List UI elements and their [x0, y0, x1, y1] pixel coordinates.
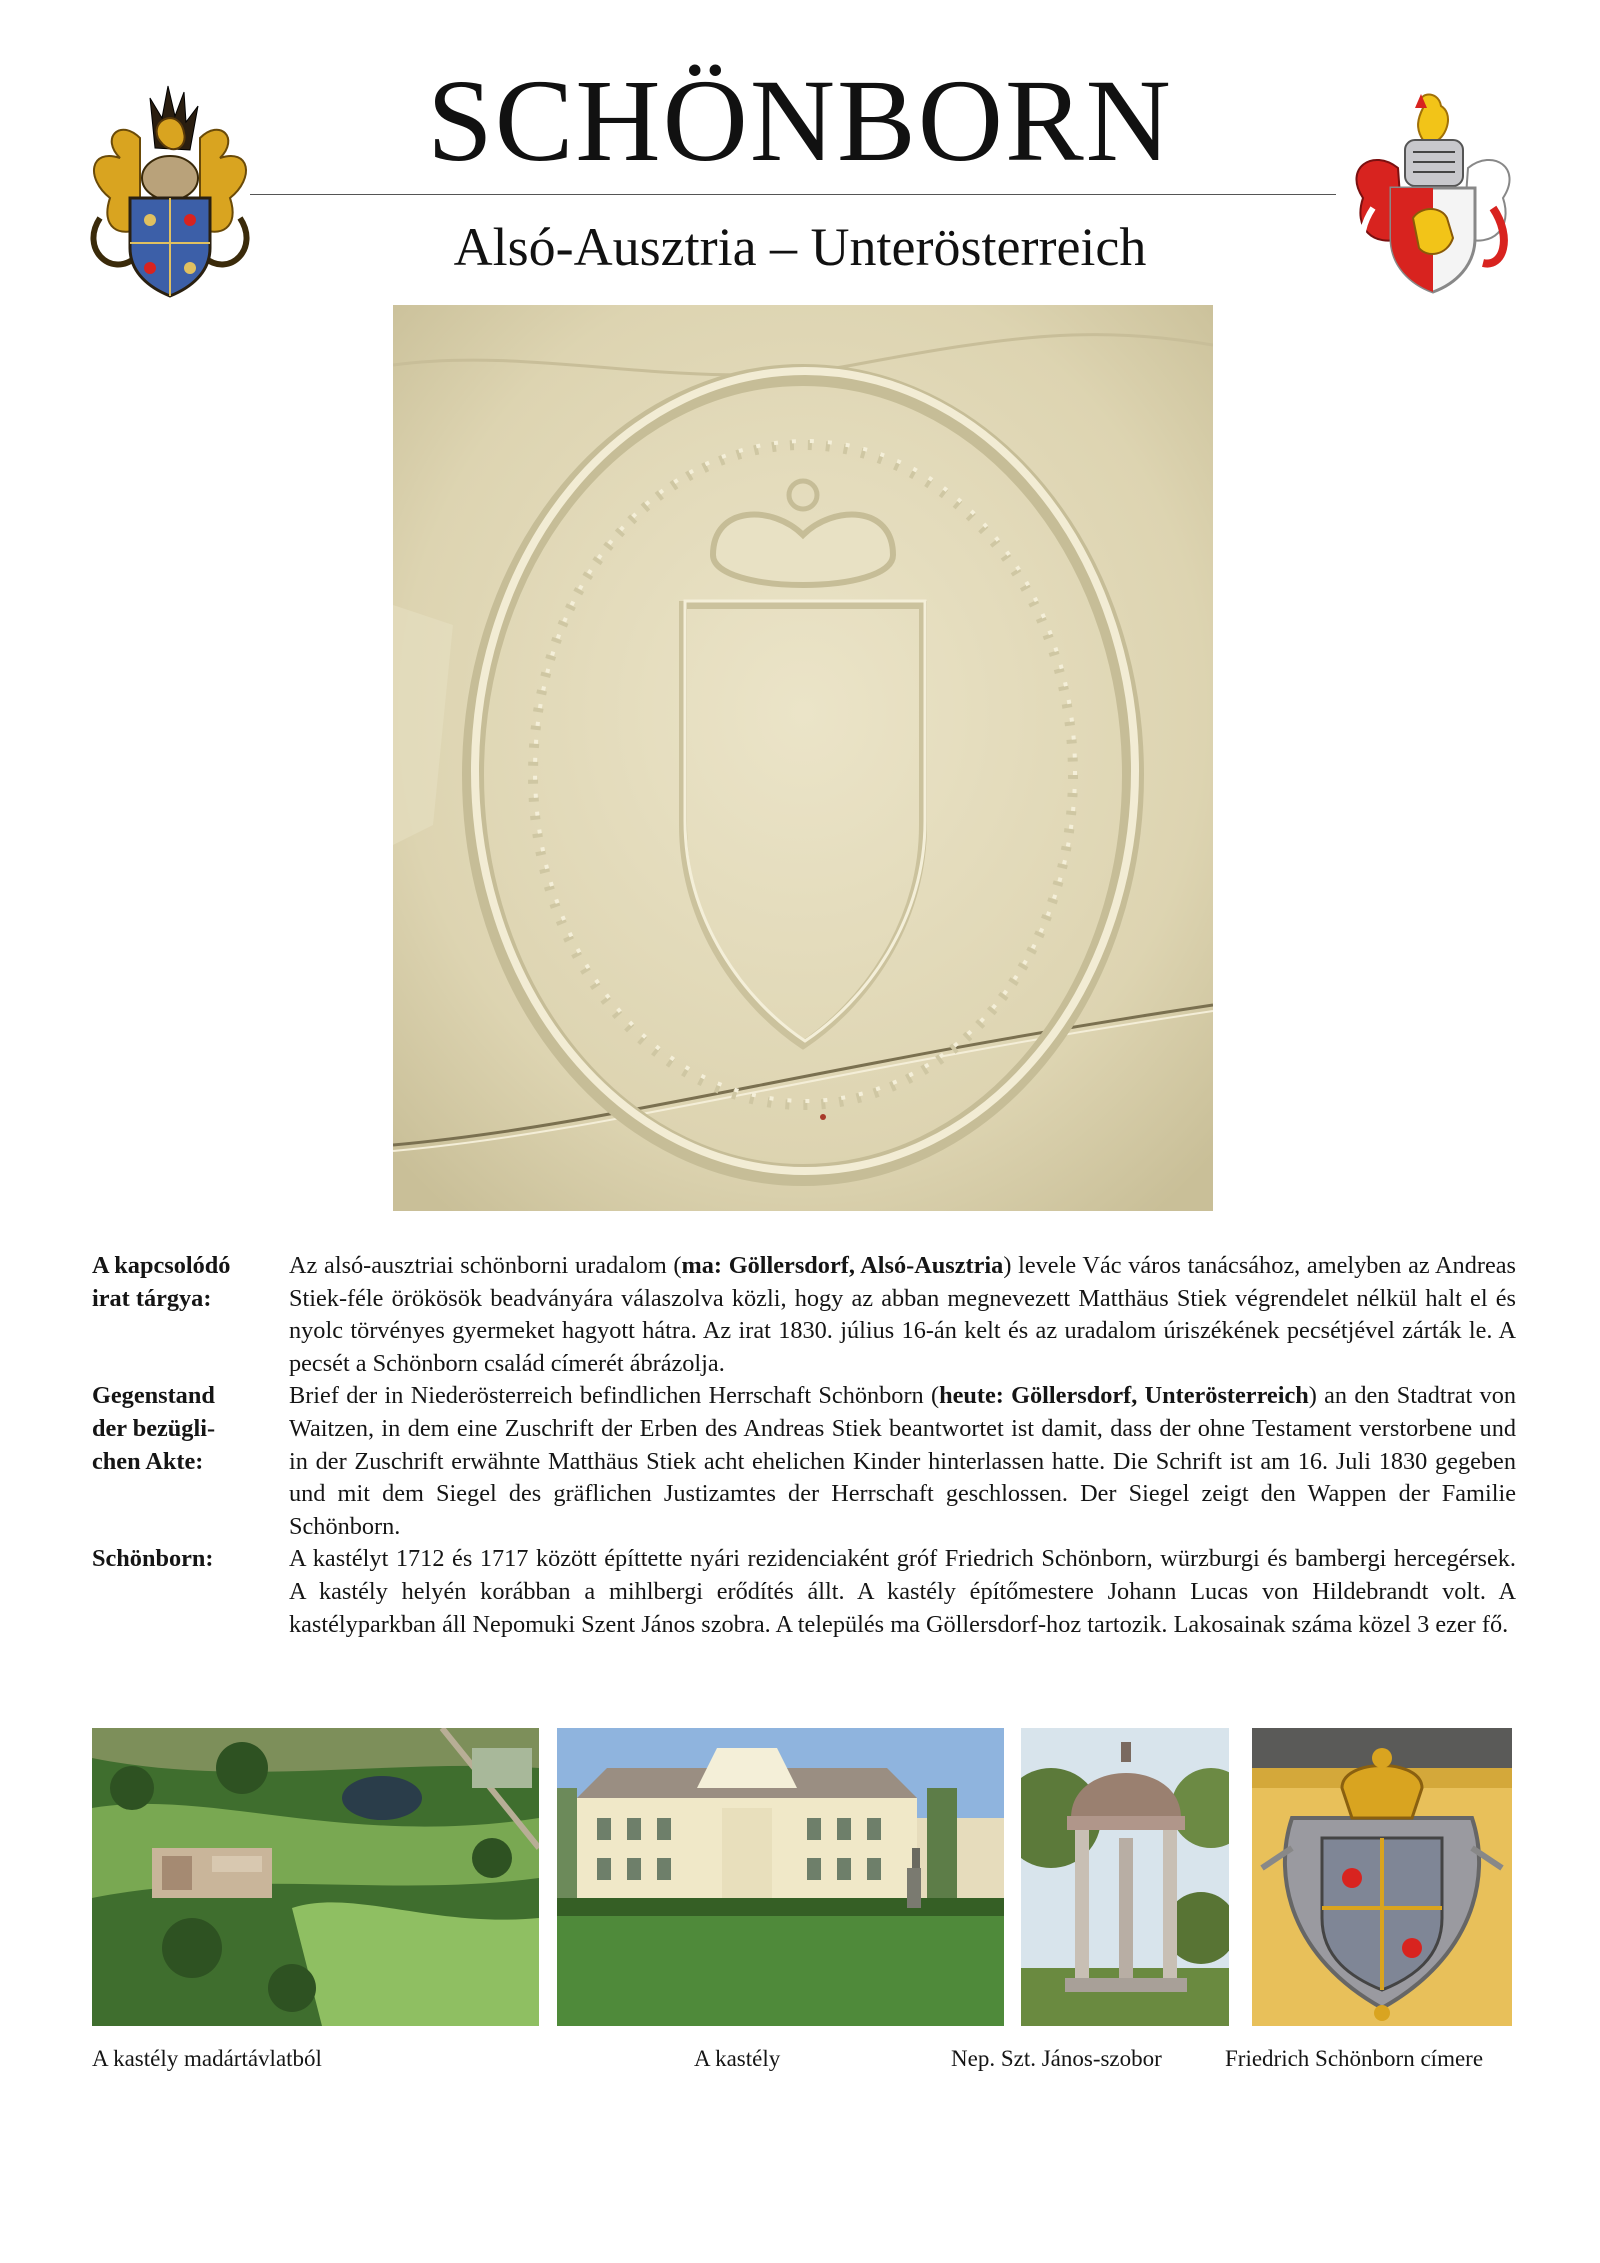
castle-photo-graphic: [557, 1728, 1004, 2026]
photo-caption-coat-of-arms: Friedrich Schönborn címere: [1225, 2046, 1484, 2071]
pavilion-photo-graphic: [1021, 1728, 1229, 2026]
page-title: SCHÖNBORN: [427, 55, 1173, 186]
section-label: Schönborn:: [92, 1545, 214, 1573]
section-label: Gegenstand der bezügli- chen Akte:: [92, 1382, 216, 1475]
section-hungarian: [92, 1250, 1516, 1380]
photo-caption-aerial: A kastély madártávlatból: [92, 2046, 322, 2071]
section-text: Az alsó-ausztriai schönborni uradalom (ma: Göllersdorf, Alsó-Ausztria) levele Vác város tanácsához, amelyben az Andreas Stiek-féle örökösök beadványára válaszolva közli, hogy az abban megnevezett Matthäus Stiek végrendelet nélkül halt el és nyolc törvényes gyermeket hagyott hátra. Az irat 1830. július 16-án kelt és az uradalom úriszékének pecsétjével zárták le. A pecsét a Schönborn család címerét ábrázolja.: [289, 1252, 1516, 1377]
photo-caption-statue: Nep. Szt. János-szobor: [951, 2046, 1162, 2071]
page-subtitle: Alsó-Ausztria – Unterösterreich: [453, 217, 1147, 277]
embossed-paper-seal-icon: [393, 305, 1213, 1211]
description-table: [92, 1250, 1516, 1641]
statue-pavilion-photo-icon: [1021, 1728, 1229, 2026]
aerial-view-photo-icon: [92, 1728, 539, 2026]
photo-caption-castle: A kastély: [694, 2046, 781, 2071]
left-crest-graphic: [80, 78, 260, 300]
section-label: A kapcsolódó irat tárgya:: [92, 1252, 231, 1312]
right-crest-graphic: [1343, 88, 1523, 294]
seal-graphic: [393, 305, 1213, 1211]
aerial-photo-graphic: [92, 1728, 539, 2026]
carved-coat-of-arms-photo-icon: [1252, 1728, 1512, 2026]
section-text: Brief der in Niederösterreich befindlichen Herrschaft Schönborn (heute: Göllersdorf, Unterösterreich) an den Stadtrat von Waitzen, in dem eine Zuschrift der Erben des Andreas Stiek beantwortet ist damit, dass der ohne Testament verstorbene und in der Zuschrift erwähnte Matthäus Stiek acht ehelichen Kinder hinterlassen hatte. Die Schrift ist am 16. Juli 1830 gegeben und mit dem Siegel des gräflichen Justizamtes der Herrschaft geschlossen. Der Siegel zeigt den Wappen der Familie Schönborn.: [289, 1382, 1517, 1540]
castle-facade-photo-icon: [557, 1728, 1004, 2026]
schoenborn-coat-of-arms-icon: [80, 78, 260, 300]
carved-arms-photo-graphic: [1252, 1728, 1512, 2026]
title-divider: [250, 194, 1336, 195]
section-schoenborn: [92, 1543, 1516, 1641]
section-german: [92, 1380, 1516, 1543]
red-lion-coat-of-arms-icon: [1343, 88, 1523, 294]
section-text: A kastélyt 1712 és 1717 között építtette nyári rezidenciaként gróf Friedrich Schönborn, würzburgi és bambergi hercegérsek. A kastély helyén korábban a mihlbergi erődítés állt. A kastély építőmestere Johann Lucas von Hildebrandt volt. A kastélyparkban áll Nepomuki Szent János szobra. A település ma Göllersdorf-hoz tartozik. Lakosainak száma közel 3 ezer fő.: [289, 1545, 1516, 1638]
